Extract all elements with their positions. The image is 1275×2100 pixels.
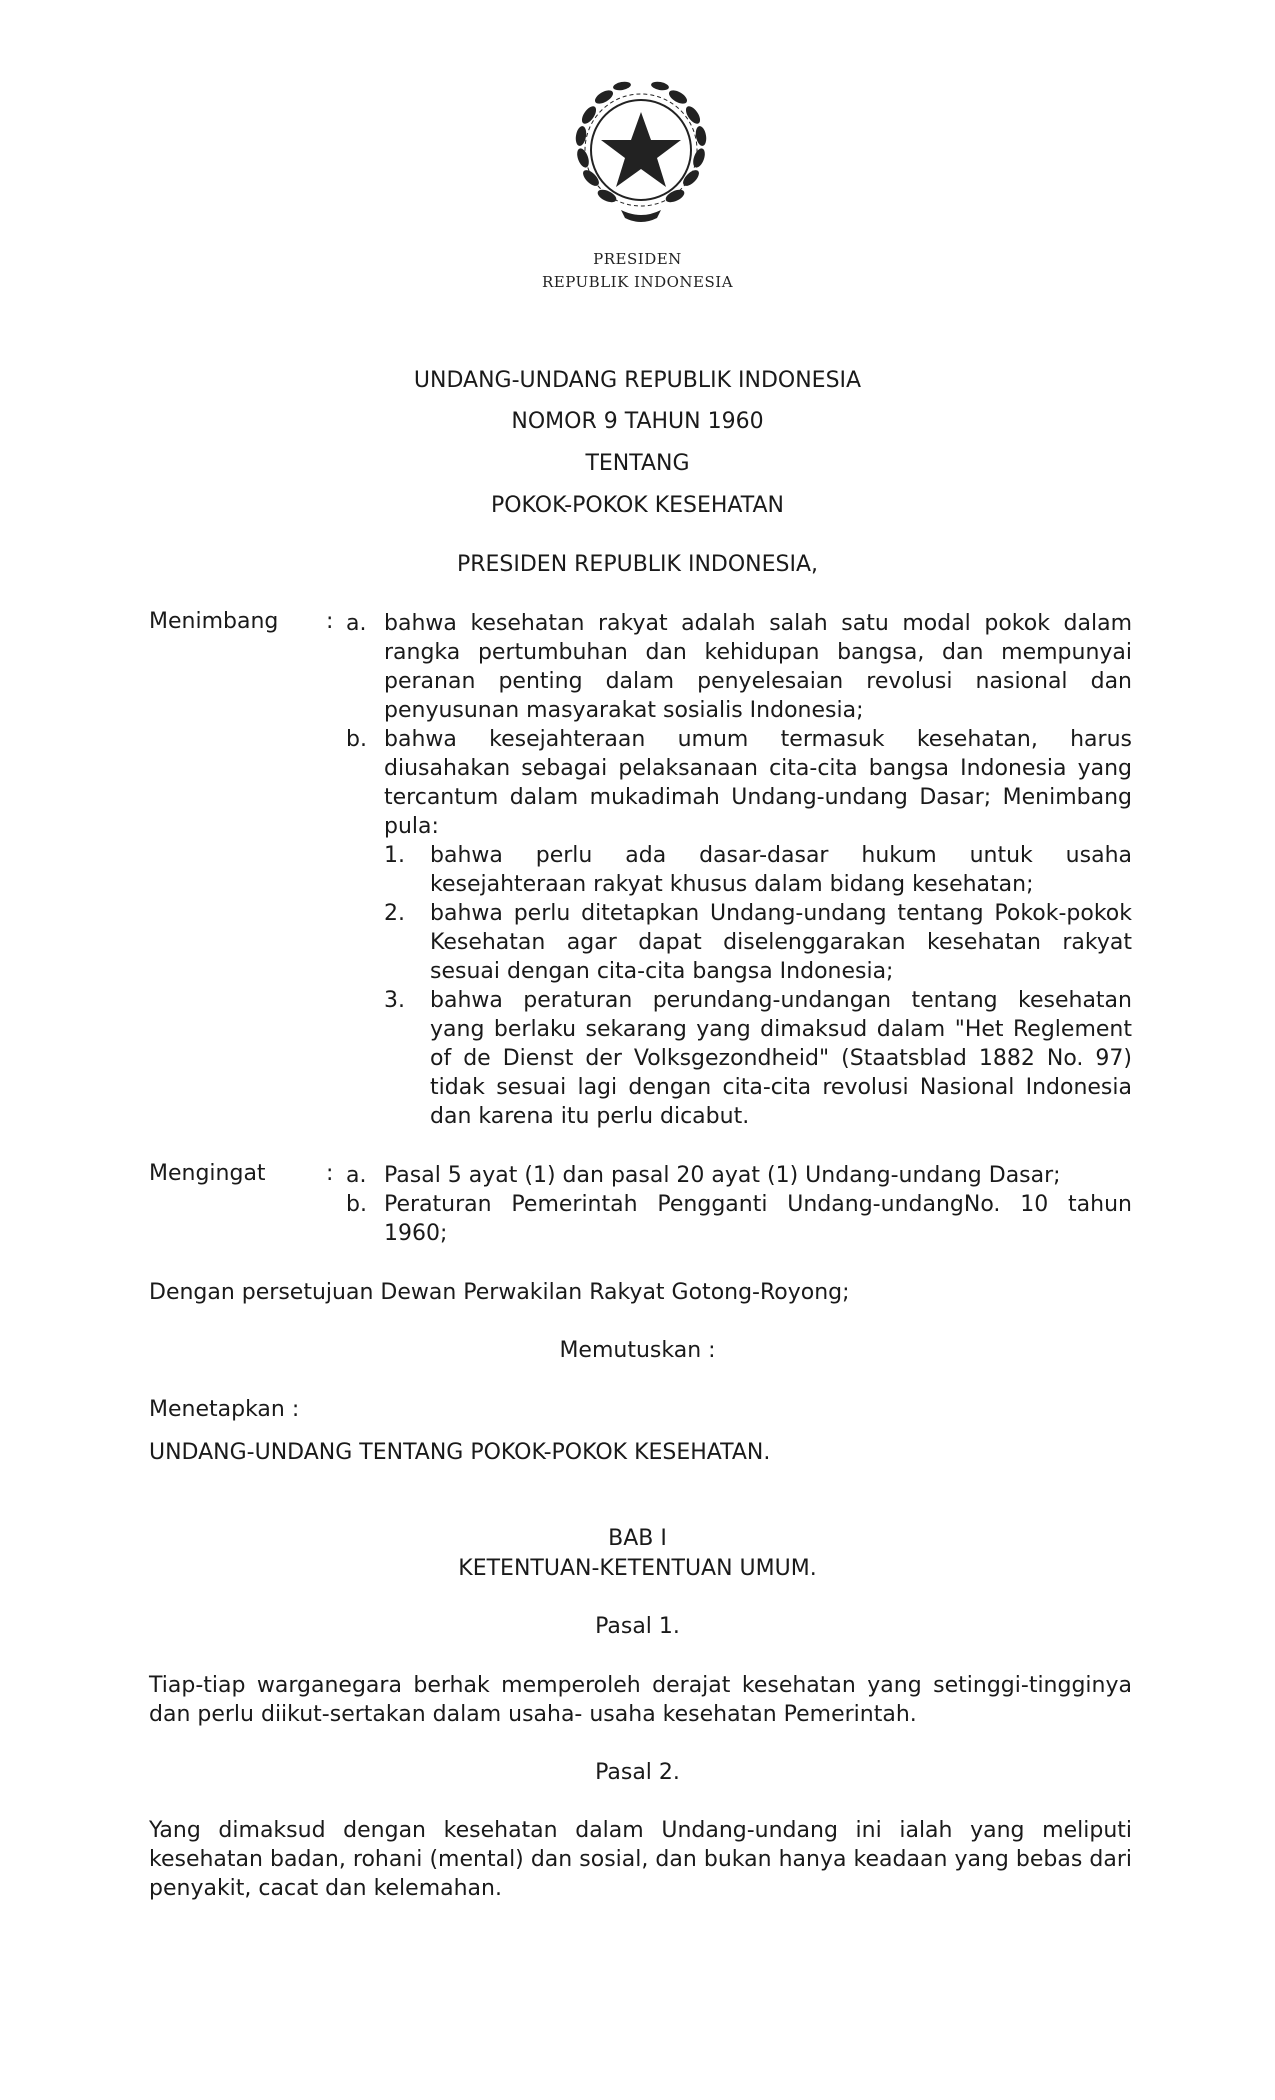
undang-title-line: UNDANG-UNDANG TENTANG POKOK-POKOK KESEHATAN. bbox=[149, 1440, 771, 1465]
menimbang-item-b bbox=[346, 725, 1132, 841]
header-line-republik: REPUBLIK INDONESIA bbox=[541, 273, 734, 291]
item-marker: a. bbox=[346, 611, 367, 636]
title-line-2: NOMOR 9 TAHUN 1960 bbox=[511, 409, 764, 434]
bab-title: KETENTUAN-KETENTUAN UMUM. bbox=[458, 1556, 817, 1581]
item-marker: b. bbox=[346, 1192, 367, 1217]
pasal-2-heading: Pasal 2. bbox=[595, 1760, 680, 1785]
star-wreath-emblem-icon bbox=[559, 70, 723, 234]
persetujuan-line: Dengan persetujuan Dewan Perwakilan Rakyat Gotong-Royong; bbox=[149, 1280, 850, 1305]
menimbang-colon: : bbox=[326, 609, 334, 634]
bab-number: BAB I bbox=[608, 1526, 667, 1551]
item-marker: a. bbox=[346, 1163, 367, 1188]
item-text: Peraturan Pemerintah Pengganti Undang-undangNo. 10 tahun 1960; bbox=[384, 1192, 1132, 1246]
issuer-line: PRESIDEN REPUBLIK INDONESIA, bbox=[456, 552, 819, 577]
menimbang-item-a bbox=[346, 609, 1132, 725]
item-text: bahwa kesehatan rakyat adalah salah satu modal pokok dalam rangka pertumbuhan dan kehidupan bangsa, dan mempunyai peranan penting dalam penyelesaian revolusi nasional dan penyusunan masyarakat sosialis Indonesia; bbox=[384, 611, 1132, 723]
mengingat-label: Mengingat bbox=[149, 1161, 266, 1186]
mengingat-colon: : bbox=[326, 1161, 334, 1186]
pasal-2-text: Yang dimaksud dengan kesehatan dalam Undang-undang ini ialah yang meliputi kesehatan badan, rohani (mental) dan sosial, dan bukan hanya keadaan yang bebas dari penyakit, cacat dan kelemahan. bbox=[149, 1818, 1132, 1901]
title-line-1: UNDANG-UNDANG REPUBLIK INDONESIA bbox=[413, 368, 862, 393]
menimbang-subitem-3 bbox=[384, 986, 1132, 1131]
item-text: bahwa perlu ditetapkan Undang-undang tentang Pokok-pokok Kesehatan agar dapat diselenggarakan kesehatan rakyat sesuai dengan cita-cita bangsa Indonesia; bbox=[430, 901, 1132, 984]
item-marker: 1. bbox=[384, 843, 405, 868]
mengingat-item-b bbox=[346, 1190, 1132, 1248]
pasal-1-heading: Pasal 1. bbox=[595, 1614, 680, 1639]
memutuskan-line: Memutuskan : bbox=[559, 1338, 716, 1363]
title-line-3: TENTANG bbox=[585, 451, 690, 476]
pasal-1-text: Tiap-tiap warganegara berhak memperoleh derajat kesehatan yang setinggi-tingginya dan perlu diikut-sertakan dalam usaha- usaha kesehatan Pemerintah. bbox=[149, 1673, 1132, 1727]
item-text: bahwa perlu ada dasar-dasar hukum untuk usaha kesejahteraan rakyat khusus dalam bidang kesehatan; bbox=[430, 843, 1132, 897]
menimbang-subitem-2 bbox=[384, 899, 1132, 986]
item-marker: 2. bbox=[384, 901, 405, 926]
item-marker: 3. bbox=[384, 988, 405, 1013]
item-marker: b. bbox=[346, 727, 367, 752]
item-text: Pasal 5 ayat (1) dan pasal 20 ayat (1) Undang-undang Dasar; bbox=[384, 1163, 1061, 1188]
header-line-presiden: PRESIDEN bbox=[593, 250, 682, 268]
mengingat-item-a bbox=[346, 1161, 1132, 1190]
menimbang-label: Menimbang bbox=[149, 609, 279, 634]
menetapkan-line: Menetapkan : bbox=[149, 1397, 300, 1422]
title-line-4: POKOK-POKOK KESEHATAN bbox=[490, 493, 785, 518]
menimbang-subitem-1 bbox=[384, 841, 1132, 899]
item-text: bahwa peraturan perundang-undangan tentang kesehatan yang berlaku sekarang yang dimaksud dalam "Het Reglement of de Dienst der Volksgezondheid" (Staatsblad 1882 No. 97) tidak sesuai lagi dengan cita-cita revolusi Nasional Indonesia dan karena itu perlu dicabut. bbox=[430, 988, 1132, 1129]
item-text: bahwa kesejahteraan umum termasuk kesehatan, harus diusahakan sebagai pelaksanaan cita-cita bangsa Indonesia yang tercantum dalam mukadimah Undang-undang Dasar; Menimbang pula: bbox=[384, 727, 1132, 839]
